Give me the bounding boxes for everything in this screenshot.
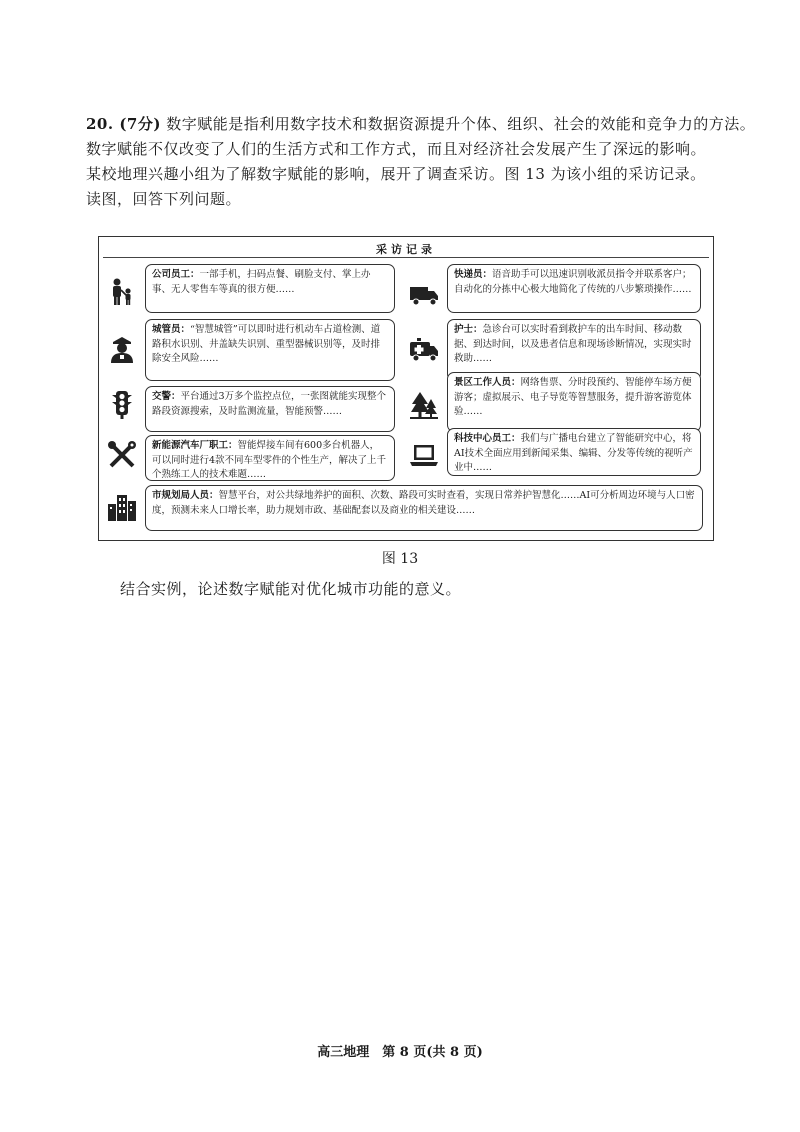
question-task: 结合实例，论述数字赋能对优化城市功能的意义。 [120,580,462,598]
laptop-icon [409,440,439,470]
question-line-2: 数字赋能不仅改变了人们的生活方式和工作方式，而且对经济社会发展产生了深远的影响。 [86,140,707,158]
question-line-1: 20. (7分) 数字赋能是指利用数字技术和数据资源提升个体、组织、社会的效能和竞争力的方法。 [86,115,756,133]
title-divider [103,257,709,258]
figure-caption: 图 13 [381,551,419,567]
trees-icon [409,390,439,420]
question-stem [86,112,756,212]
person-child-icon [107,277,137,307]
card-traffic-police: 交警：平台通过3万多个监控点位，一张图就能实现整个路段资源搜索，及时监测流量，智能预警…… [145,386,395,432]
question-number: 20. (7分) [86,115,161,133]
question-line-4: 读图，回答下列问题。 [86,190,242,208]
interview-record-figure [98,236,714,541]
card-nurse: 护士：急诊台可以实时看到救护车的出车时间、移动数据、到达时间，以及患者信息和现场诊断情况，实现实时救助…… [447,319,701,381]
card-courier: 快递员：语音助手可以迅速识别收派员指令并联系客户；自动化的分拣中心极大地简化了传统的八步繁琐操作…… [447,264,701,313]
traffic-light-icon [107,390,137,420]
ambulance-icon [409,334,439,364]
card-urban-management: 城管员：“智慧城管”可以即时进行机动车占道检测、道路积水识别、井盖缺失识别、重型器械识别等，及时排除安全风险…… [145,319,395,381]
card-scenic-staff: 景区工作人员：网络售票、分时段预约、智能停车场方便游客；虚拟展示、电子导览等智慧服务，提升游客游览体验…… [447,372,701,432]
figure-title: 采访记录 [376,243,436,256]
card-ev-factory-worker: 新能源汽车厂职工：智能焊接车间有600多台机器人，可以同时进行4款不同车型零件的个性生产，解决了上千个熟练工人的技术难题…… [145,435,395,481]
card-tech-center-staff: 科技中心员工：我们与广播电台建立了智能研究中心，将AI技术全面应用到新闻采集、编辑、分发等传统的视听产业中…… [447,428,701,476]
tools-icon [107,440,137,470]
page-footer: 高三地理 第 8 页(共 8 页) [317,1045,483,1060]
truck-icon [409,279,439,309]
card-city-planner: 市规划局人员：智慧平台，对公共绿地养护的面积、次数、路段可实时查看，实现日常养护智慧化……AI可分析周边环境与人口密度，预测未来人口增长率，助力规划市政、基础配套以及商业的相关建设…… [145,485,703,531]
card-office-worker: 公司员工：一部手机，扫码点餐、刷脸支付、掌上办事、无人零售车等真的很方便…… [145,264,395,313]
buildings-icon [107,492,137,522]
question-line-3: 某校地理兴趣小组为了解数字赋能的影响，展开了调查采访。图 13 为该小组的采访记录。 [86,165,706,183]
officer-icon [107,334,137,364]
